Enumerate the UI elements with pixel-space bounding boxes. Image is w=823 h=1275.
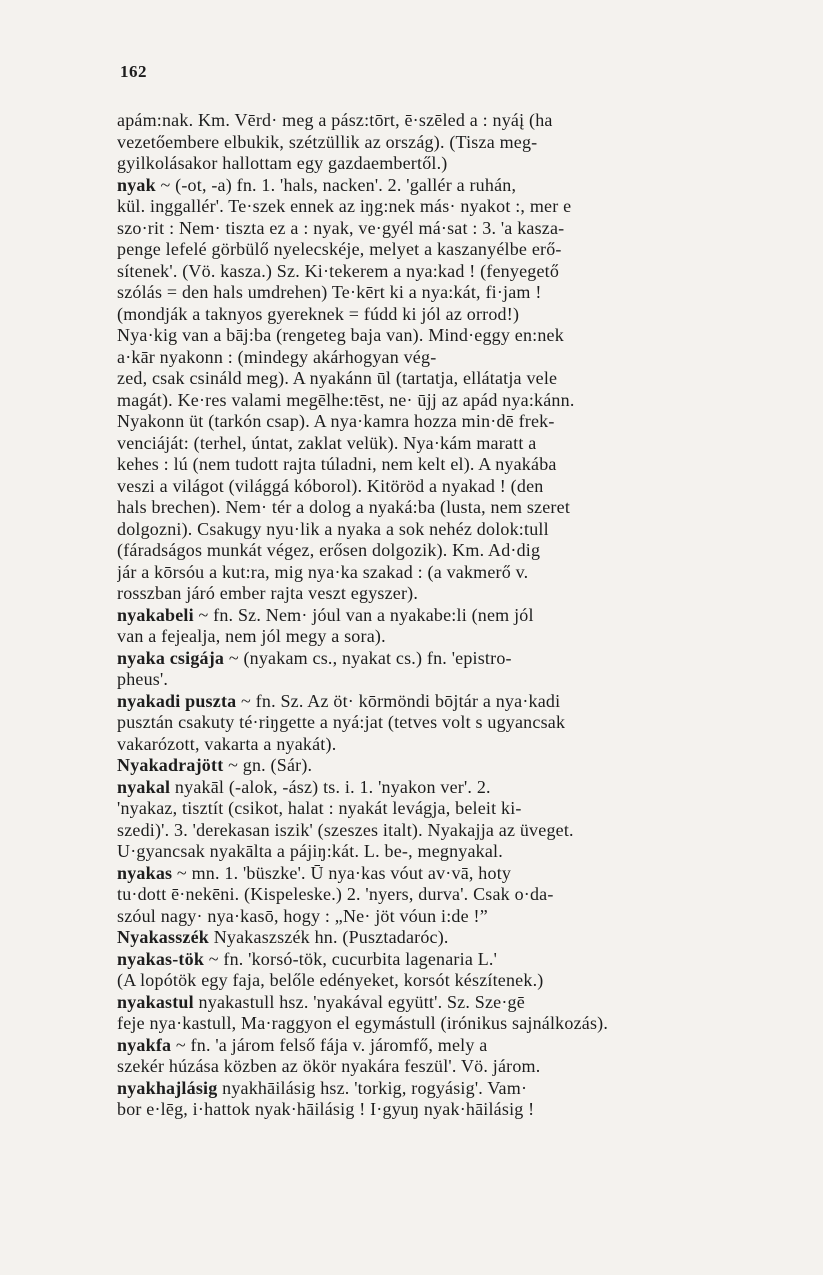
entry-nyakas-tok: nyakas-tök ~ fn. 'korsó-tök, cucurbita lagenaria L.' <box>117 948 498 969</box>
text-line: penge lefelé görbülő nyelecskéje, melyet a kaszanyélbe erő- <box>117 239 562 259</box>
text-line: (A lopótök egy faja, belőle edényeket, korsót készítenek.) <box>117 970 544 990</box>
text-line: szedi)'. 3. 'derekasan iszik' (szeszes italt). Nyakajja az üveget. <box>117 819 574 840</box>
text-line: szekér húzása közben az ökör nyakára feszül'. Vö. járom. <box>117 1056 541 1076</box>
entry-nyakal: nyakal nyakāl (-alok, -ász) ts. i. 1. 'nyakon ver'. 2. <box>117 776 491 797</box>
page-number: 162 <box>120 62 147 81</box>
entry-nyakas: nyakas ~ mn. 1. 'büszke'. Ū nya·kas vóut av·vā, hoty <box>117 862 512 883</box>
text-line: veszi a világot (világgá kóborol). Kitöröd a nyakad ! (den <box>117 475 544 496</box>
entry-nyakasszek: Nyakasszék Nyakaszszék hn. (Pusztadaróc). <box>117 927 449 947</box>
entry-nyakadi-puszta: nyakadi puszta ~ fn. Sz. Az öt· kōrmöndi bōjtár a nya·kadi <box>117 690 561 711</box>
text-line: van a fejealja, nem jól megy a sora). <box>117 626 386 646</box>
text-line: feje nya·kastull, Ma·raggyon el egymástull (irónikus sajnálkozás). <box>117 1013 609 1033</box>
text-line: bor e·lēg, i·hattok nyak·hāilásig ! I·gyuŋ nyak·hāilásig ! <box>117 1099 535 1119</box>
text-line: dolgozni). Csakugy nyu·lik a nyaka a sok nehéz dolok:tull <box>117 518 549 539</box>
entry-nyaka-csigaja: nyaka csigája ~ (nyakam cs., nyakat cs.) fn. 'epistro- <box>117 647 512 668</box>
text-line: hals brechen). Nem· tér a dolog a nyaká:ba (lusta, nem szeret <box>117 497 571 517</box>
text-line: pheus'. <box>117 669 169 689</box>
text-line: (mondják a taknyos gyereknek = fúdd ki jól az orrod!) <box>117 303 520 324</box>
entry-nyakhajlasig: nyakhajlásig nyakhāilásig hsz. 'torkig, rogyásig'. Vam· <box>117 1077 528 1098</box>
text-line: a·kār nyakonn : (mindegy akárhogyan vég- <box>117 346 437 367</box>
text-line: rosszban járó ember rajta veszt egyszer). <box>117 583 419 603</box>
text-line: zed, csak csináld meg). A nyakánn ūl (tartatja, ellátatja vele <box>117 368 558 388</box>
text-line: szólás = den hals umdrehen) Te·kērt ki a nya:kát, fi·jam ! <box>117 282 542 302</box>
text-line: U·gyancsak nyakālta a pájiŋ:kát. L. be-, megnyakal. <box>117 841 503 861</box>
text-line: vezetőembere elbukik, szétzüllik az ország). (Tisza meg- <box>117 131 538 152</box>
text-line: Nyakonn üt (tarkón csap). A nya·kamra hozza min·dē frek- <box>117 411 555 431</box>
text-line: 'nyakaz, tisztít (csikot, halat : nyakát levágja, beleit ki- <box>117 798 522 818</box>
text-line: (fáradságos munkát végez, erősen dolgozik). Km. Ad·dig <box>117 540 541 560</box>
text-line: jár a kōrsóu a kut:ra, mig nya·ka szakad : (a vakmerő v. <box>117 561 529 582</box>
entry-nyakfa: nyakfa ~ fn. 'a járom felső fája v. járomfő, mely a <box>117 1034 488 1055</box>
text-line: gyilkolásakor hallottam egy gazdaembertől.) <box>117 153 448 173</box>
text-line: szóul nagy· nya·kasō, hogy : „Ne· jöt vóun i:de !” <box>117 905 488 926</box>
entry-nyakastul: nyakastul nyakastull hsz. 'nyakával együtt'. Sz. Sze·gē <box>117 991 525 1012</box>
text-line: sítenek'. (Vö. kasza.) Sz. Ki·tekerem a nya:kad ! (fenyegető <box>117 260 560 281</box>
dictionary-text <box>117 110 741 1121</box>
text-line: kehes : lú (nem tudott rajta túladni, nem kelt el). A nyakába <box>117 454 557 474</box>
text-line: kül. inggallér'. Te·szek ennek az iŋg:nek más· nyakot :, mer e <box>117 196 572 216</box>
text-line: pusztán csakuty té·riŋgette a nyá:jat (tetves volt s ugyancsak <box>117 712 566 732</box>
entry-nyakadrajott: Nyakadrajött ~ gn. (Sár). <box>117 755 313 775</box>
entry-nyak: nyak ~ (-ot, -a) fn. 1. 'hals, nacken'. 2. 'gallér a ruhán, <box>117 174 517 195</box>
entry-nyakabeli: nyakabeli ~ fn. Sz. Nem· jóul van a nyakabe:li (nem jól <box>117 604 534 625</box>
text-line: tu·dott ē·nekēni. (Kispeleske.) 2. 'nyers, durva'. Csak o·da- <box>117 884 554 904</box>
text-line: apám:nak. Km. Vērd· meg a pász:tōrt, ē·szēled a : nyáį (ha <box>117 110 553 130</box>
text-line: magát). Ke·res valami megēlhe:tēst, ne· ūjj az apád nya:kánn. <box>117 389 575 410</box>
text-line: venciáját: (terhel, úntat, zaklat velük). Nya·kám maratt a <box>117 432 537 453</box>
text-line: vakarózott, vakarta a nyakát). <box>117 733 337 754</box>
text-line: Nya·kig van a bāj:ba (rengeteg baja van). Mind·eggy en:nek <box>117 325 564 345</box>
text-line: szo·rit : Nem· tiszta ez a : nyak, ve·gyél má·sat : 3. 'a kasza- <box>117 217 565 238</box>
